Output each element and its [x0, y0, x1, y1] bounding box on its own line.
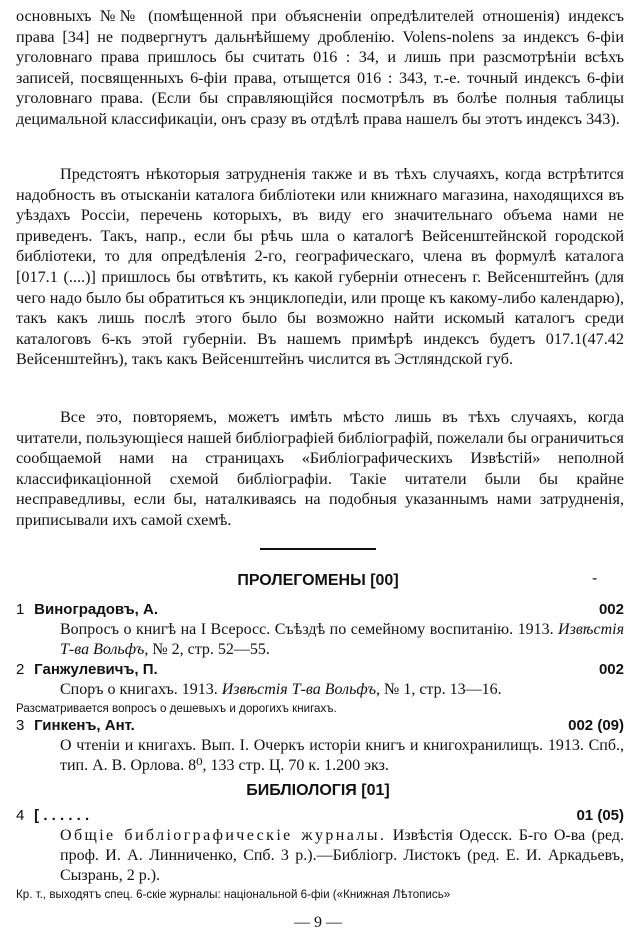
bibliography-entry — [16, 806, 624, 903]
paragraph-continuation: основныхъ №№ (помѣщенной при объясненіи опредѣлителей отношенія) индексъ права [34] не подвергнутъ дальнѣйшему дробленію. Volens-nolens за индексъ 6-фіи уголовнаго права пришлось бы считать 016 : 34, и лишь при разсмотрѣніи всѣхъ записей, посвященныхъ 6-фіи права, отыщется 016 : 343, т.-е. точный индексъ 6-фіи уголовнаго права. (Если бы справляющійся посмотрѣлъ въ болѣе полныя таблицы децимальной классификаціи, онъ сразу въ отдѣлѣ права нашелъ бы этотъ индексъ 343). — [16, 7, 624, 128]
entry-number: 1 — [16, 601, 25, 618]
paragraph-conclusion: Все это, повторяемъ, можетъ имѣть мѣсто лишь въ тѣхъ случаяхъ, когда читатели, пользующіеся нашей библіографіей библіографій, пожелали бы ограничиться сообщаемой нами на страницахъ «Библіографическихъ Извѣстій» неполной классификаціонной схемой библіографіи. Такіе читатели были бы крайне несправедливы, если бы, наталкиваясь на подобныя указаннымъ нами затрудненія, приписывали ихъ самой схемѣ. — [16, 408, 624, 529]
entry-note: Кр. т., выходятъ спец. 6-скіе журналы: національной 6-фіи («Книжная Лѣтопись» — [16, 888, 451, 901]
section-divider — [260, 548, 376, 550]
entry-class-code: 002 — [598, 661, 624, 678]
entry-class-code: 002 — [598, 601, 624, 618]
journal-title: Извѣстія Т-ва Вольфъ — [221, 681, 377, 698]
entry-description: Общіе библіографическіе журналы. Извѣстія Одесск. Б-го О-ва (ред. проф. И. А. Линниченко, Спб. 3 р.).—Библіогр. Листокъ (ред. Е. И. Аркадьевъ, Сызрань, 2 р.). — [60, 827, 624, 884]
section-heading-prolegomena: ПРОЛЕГОМЕНЫ [00] — [237, 572, 399, 589]
bibliography-entry — [16, 716, 624, 776]
entry-class-code: 01 (05) — [576, 807, 624, 824]
entry-author: Виноградовъ, А. — [34, 601, 159, 618]
bibliography-entry — [16, 660, 624, 717]
entry-number: 2 — [16, 661, 25, 678]
entry-class-code: 002 (09) — [568, 717, 624, 734]
bibliography-entry — [16, 600, 624, 660]
entry-author: Гинкенъ, Ант. — [34, 717, 135, 734]
entry-author: [ . . . . . . — [34, 807, 90, 824]
page-number: — 9 — — [294, 914, 342, 931]
entry-description: Вопросъ о книгѣ на I Всеросс. Съѣздѣ по семейному воспитанію. 1913. Извѣстія Т-ва Вольфъ, № 2, стр. 52—55. — [60, 621, 624, 658]
journal-title: Извѣстія Т-ва Вольфъ — [60, 621, 624, 658]
margin-mark: - — [592, 570, 598, 587]
entry-title: Общіе библіографическіе журналы. — [60, 827, 387, 844]
entry-description: О чтеніи и книгахъ. Вып. I. Очеркъ исторіи книгъ и книгохранилищъ. 1913. Спб., тип. А. В. Орлова. 8⁰, 133 стр. Ц. 70 к. 1.200 экз. — [60, 737, 624, 774]
paragraph-difficulties: Предстоятъ нѣкоторыя затрудненія также и въ тѣхъ случаяхъ, когда встрѣтится надобность въ отысканіи каталога библіотеки или книжнаго магазина, находящихся въ уѣздахъ Россіи, перечень которыхъ, въ виду его значительнаго объема нами не приведенъ. Такъ, напр., если бы рѣчь шла о каталогѣ Вейсенштейнской городской библіотеки, то для опредѣленія 2-го, географическаго, члена въ формулѣ каталога [017.1 (....)] пришлось бы отвѣтить, къ какой губерніи отнесенъ г. Вейсенштейнъ (для чего надо было бы обратиться къ энциклопедіи, или проще къ какому-либо календарю), такъ какъ лишь послѣ этого было бы возможно найти искомый каталогъ среди каталоговъ 6-къ этой губерніи. Въ нашемъ примѣрѣ индексъ будетъ 017.1(47.42 Вейсенштейнъ), такъ какъ Вейсенштейнъ числится въ Эстляндской губ. — [16, 165, 624, 369]
entry-number: 4 — [16, 807, 25, 824]
entry-description: Споръ о книгахъ. 1913. Извѣстія Т-ва Вольфъ, № 1, стр. 13—16. — [60, 681, 502, 698]
entry-note: Разсматривается вопросъ о дешевыхъ и дорогихъ книгахъ. — [16, 702, 337, 715]
entry-number: 3 — [16, 717, 25, 734]
entry-author: Ганжулевичъ, П. — [34, 661, 158, 678]
section-heading-bibliology: БИБЛІОЛОГІЯ [01] — [246, 782, 390, 799]
